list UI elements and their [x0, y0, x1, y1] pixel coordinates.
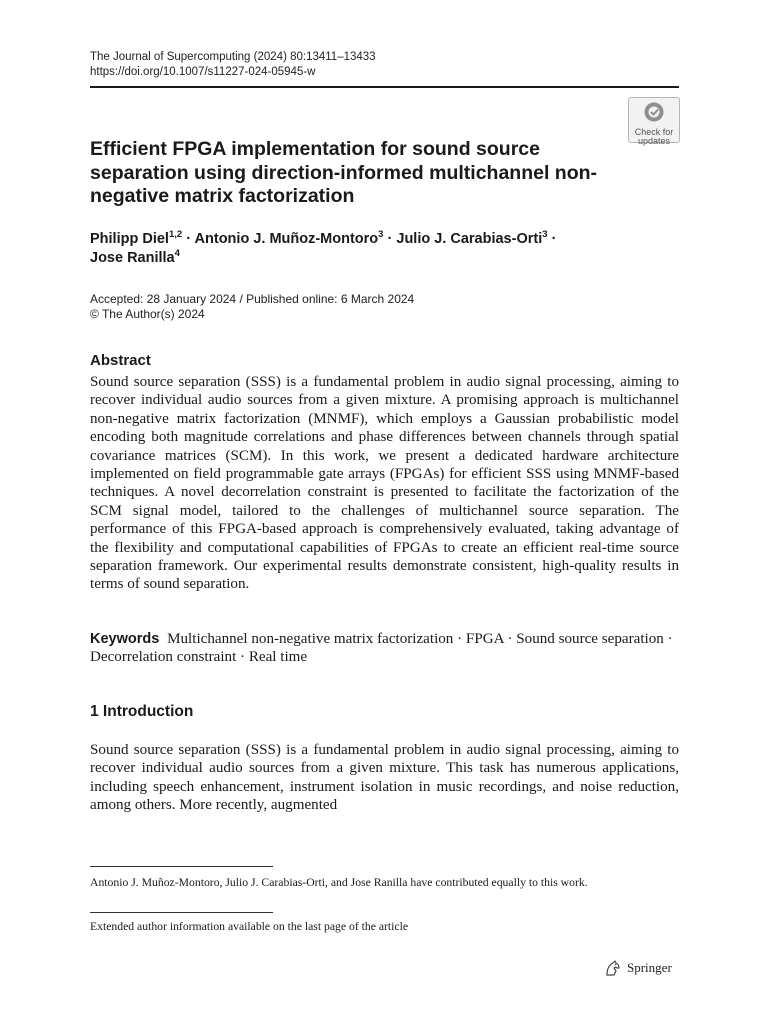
contribution-footnote: Antonio J. Muñoz-Montoro, Julio J. Carabias-Orti, and Jose Ranilla have contributed equally to this work. — [90, 876, 588, 889]
journal-header — [90, 50, 376, 80]
author-affiliation: 3 — [542, 229, 548, 241]
author-affiliation: 3 — [378, 229, 384, 241]
author-separator: · — [387, 231, 393, 247]
keywords-label: Keywords — [90, 631, 160, 647]
springer-logo — [604, 958, 672, 978]
check-badge-line2: updates — [637, 136, 671, 146]
footnote-rule — [90, 912, 273, 913]
springer-name: Springer — [627, 960, 672, 975]
author-name[interactable]: Julio J. Carabias-Orti — [396, 231, 543, 247]
keywords-block — [90, 630, 679, 667]
keywords-text: Multichannel non-negative matrix factorization · FPGA · Sound source separation · Decorrelation constraint · Real time — [90, 631, 673, 666]
check-updates-icon — [643, 101, 665, 123]
accepted-published-line: Accepted: 28 January 2024 / Published online: 6 March 2024 — [90, 292, 415, 306]
extended-info-footnote: Extended author information available on the last page of the article — [90, 920, 409, 933]
introduction-text: Sound source separation (SSS) is a fundamental problem in audio signal processing, aiming to recover individual audio sources from a given mixture. This task has numerous applications, including speech enhancement, instrument isolation in music recordings, and noise reduction, among others. More recently, augmented — [90, 742, 679, 814]
author-affiliation: 1,2 — [168, 229, 183, 241]
author-name[interactable]: Philipp Diel — [90, 231, 169, 247]
copyright-line: © The Author(s) 2024 — [90, 307, 205, 321]
header-rule — [90, 86, 679, 88]
footnote-rule — [90, 866, 273, 867]
paper-title: Efficient FPGA implementation for sound source separation using direction-informed multichannel non-negative matrix factorization — [90, 138, 598, 207]
journal-citation: The Journal of Supercomputing (2024) 80:13411–13433 — [90, 51, 376, 63]
author-separator: · — [186, 231, 192, 247]
check-badge-line1: Check for — [634, 127, 674, 137]
author-name[interactable]: Jose Ranilla — [90, 250, 175, 266]
abstract-heading: Abstract — [90, 352, 151, 369]
author-name[interactable]: Antonio J. Muñoz-Montoro — [194, 231, 379, 247]
author-list — [90, 230, 630, 268]
doi-link[interactable]: https://doi.org/10.1007/s11227-024-05945-w — [90, 66, 316, 78]
section-heading-introduction: 1 Introduction — [90, 703, 194, 720]
abstract-text: Sound source separation (SSS) is a fundamental problem in audio signal processing, aiming to recover individual audio sources from a given mixture. A promising approach is multichannel non-negative matrix factorization (MNMF), which employs a Gaussian probabilistic model encoding both magnitude correlations and phase differences between channels through spatial covariance matrices (SCM). In this work, we present a dedicated hardware architecture implemented on field programmable gate arrays (FPGAs) for efficient SSS using MNMF-based techniques. A novel decorrelation constraint is presented to facilitate the factorization of the SCM signal model, tailored to the challenges of multichannel source separation. The performance of this FPGA-based approach is comprehensively evaluated, taking advantage of the flexibility and computational capabilities of FPGAs to create an efficient real-time source separation framework. Our experimental results demonstrate consistent, high-quality results in terms of sound separation. — [90, 374, 679, 593]
springer-horse-icon — [604, 959, 622, 977]
author-affiliation: 4 — [174, 248, 180, 260]
author-separator: · — [551, 231, 557, 247]
publication-dates — [90, 292, 414, 322]
check-for-updates-badge[interactable] — [628, 97, 680, 146]
